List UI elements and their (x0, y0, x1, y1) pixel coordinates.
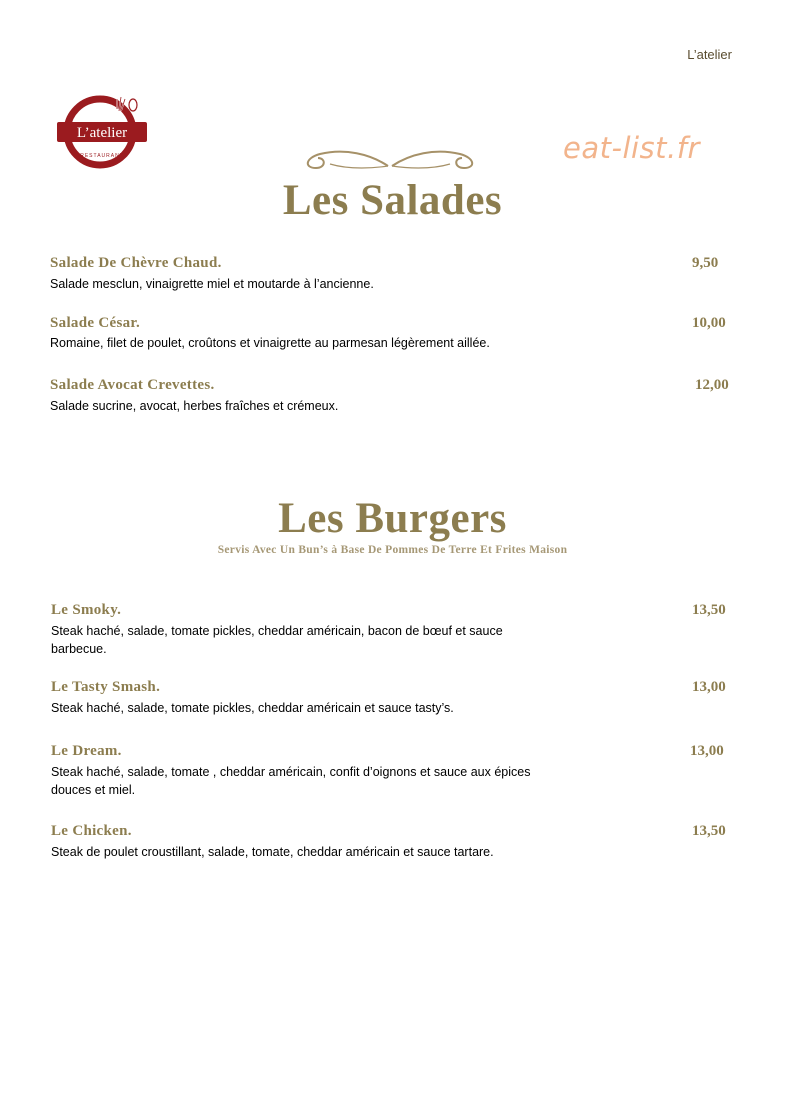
burger-tasty-desc (51, 699, 454, 717)
salade-chevre-price: 9,50 (692, 255, 719, 271)
burger-chicken-desc (51, 843, 494, 861)
header-brand: L’atelier (687, 47, 732, 62)
salade-cesar-desc: Romaine, filet de poulet, croûtons et vinaigrette au parmesan légèrement aillée. (50, 336, 490, 350)
salade-avocat-desc: Salade sucrine, avocat, herbes fraîches et crémeux. (50, 399, 339, 413)
salades-title: Les Salades (282, 177, 503, 224)
logo-graphic (57, 95, 147, 170)
burger-dream-desc (51, 763, 530, 799)
salade-chevre-desc: Salade mesclun, vinaigrette miel et moutarde à l’ancienne. (50, 277, 374, 291)
restaurant-logo (57, 95, 147, 170)
burger-chicken-name: Le Chicken. (51, 823, 132, 839)
salade-avocat-name: Salade Avocat Crevettes. (50, 377, 215, 393)
watermark: eat-list.fr (563, 131, 700, 165)
logo-subtext: RESTAURANT (80, 153, 124, 159)
salade-chevre-name: Salade De Chèvre Chaud. (50, 255, 222, 271)
logo-text: L’atelier (76, 125, 128, 141)
burger-smoky-name: Le Smoky. (51, 602, 122, 618)
burger-tasty-desc-line: Steak haché, salade, tomate pickles, cheddar américain et sauce tasty’s. (51, 701, 454, 715)
burger-dream-name: Le Dream. (51, 743, 122, 759)
flourish-ornament (290, 144, 490, 174)
salade-avocat-price: 12,00 (695, 377, 729, 393)
burger-dream-desc-line: douces et miel. (51, 783, 136, 797)
burger-tasty-name: Le Tasty Smash. (51, 679, 161, 695)
burgers-title: Les Burgers (278, 495, 507, 542)
burger-dream-price: 13,00 (690, 743, 724, 759)
burger-smoky-desc-line: barbecue. (51, 642, 107, 656)
burger-tasty-price: 13,00 (692, 679, 726, 695)
burger-smoky-desc (51, 622, 503, 658)
burger-chicken-price: 13,50 (692, 823, 726, 839)
salade-cesar-price: 10,00 (692, 315, 726, 331)
burgers-subtitle: Servis Avec Un Bun’s à Base De Pommes De Terre Et Frites Maison (217, 544, 568, 556)
burger-smoky-price: 13,50 (692, 602, 726, 618)
salade-cesar-name: Salade César. (50, 315, 141, 331)
burger-chicken-desc-line: Steak de poulet croustillant, salade, tomate, cheddar américain et sauce tartare. (51, 845, 494, 859)
burger-dream-desc-line: Steak haché, salade, tomate , cheddar américain, confit d’oignons et sauce aux épices (51, 765, 531, 779)
burger-smoky-desc-line: Steak haché, salade, tomate pickles, cheddar américain, bacon de bœuf et sauce (51, 624, 503, 638)
